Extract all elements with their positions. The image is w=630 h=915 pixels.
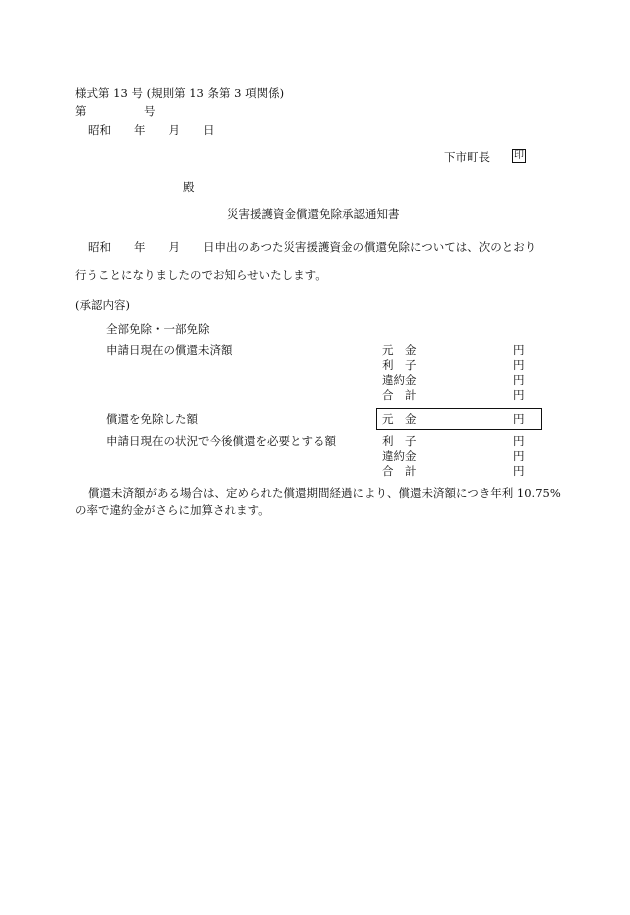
issue-date: 昭和 年 月 日 — [88, 123, 215, 137]
yen-unit: 円 — [513, 412, 525, 426]
unpaid-penalty-label: 違約金 — [382, 373, 417, 387]
body-line-2: 行うことになりましたのでお知らせいたします。 — [75, 268, 327, 282]
yen-unit: 円 — [513, 388, 525, 402]
exempted-amount-label: 償還を免除した額 — [106, 412, 198, 426]
yen-unit: 円 — [513, 343, 525, 357]
future-total-label: 合 計 — [382, 464, 417, 478]
unpaid-interest-label: 利 子 — [382, 358, 417, 372]
future-interest-label: 利 子 — [382, 434, 417, 448]
document-number: 第 号 — [75, 104, 156, 118]
approval-heading: (承認内容) — [75, 298, 130, 312]
form-number: 様式第 13 号 (規則第 13 条第 3 項関係) — [75, 86, 285, 100]
seal-box: 印 — [514, 150, 524, 161]
issuer-name: 下市町長 — [444, 150, 490, 164]
exempted-principal-label: 元 金 — [382, 412, 417, 426]
future-amount-label: 申請日現在の状況で今後償還を必要とする額 — [106, 434, 336, 448]
exemption-type: 全部免除・一部免除 — [106, 322, 210, 336]
unpaid-principal-label: 元 金 — [382, 343, 417, 357]
yen-unit: 円 — [513, 434, 525, 448]
footer-note-line-1: 償還未済額がある場合は、定められた償還期間経過により、償還未済額につき年利 10.75% — [88, 486, 561, 500]
future-penalty-label: 違約金 — [382, 449, 417, 463]
yen-unit: 円 — [513, 373, 525, 387]
body-line-1: 昭和 年 月 日申出のあつた災害援護資金の償還免除については、次のとおり — [88, 240, 537, 254]
yen-unit: 円 — [513, 449, 525, 463]
unpaid-amount-label: 申請日現在の償還未済額 — [106, 343, 233, 357]
document-title: 災害援護資金償還免除承認通知書 — [227, 207, 400, 221]
yen-unit: 円 — [513, 358, 525, 372]
footer-note-line-2: の率で違約金がさらに加算されます。 — [75, 503, 270, 517]
yen-unit: 円 — [513, 464, 525, 478]
addressee-suffix: 殿 — [183, 180, 195, 194]
unpaid-total-label: 合 計 — [382, 388, 417, 402]
